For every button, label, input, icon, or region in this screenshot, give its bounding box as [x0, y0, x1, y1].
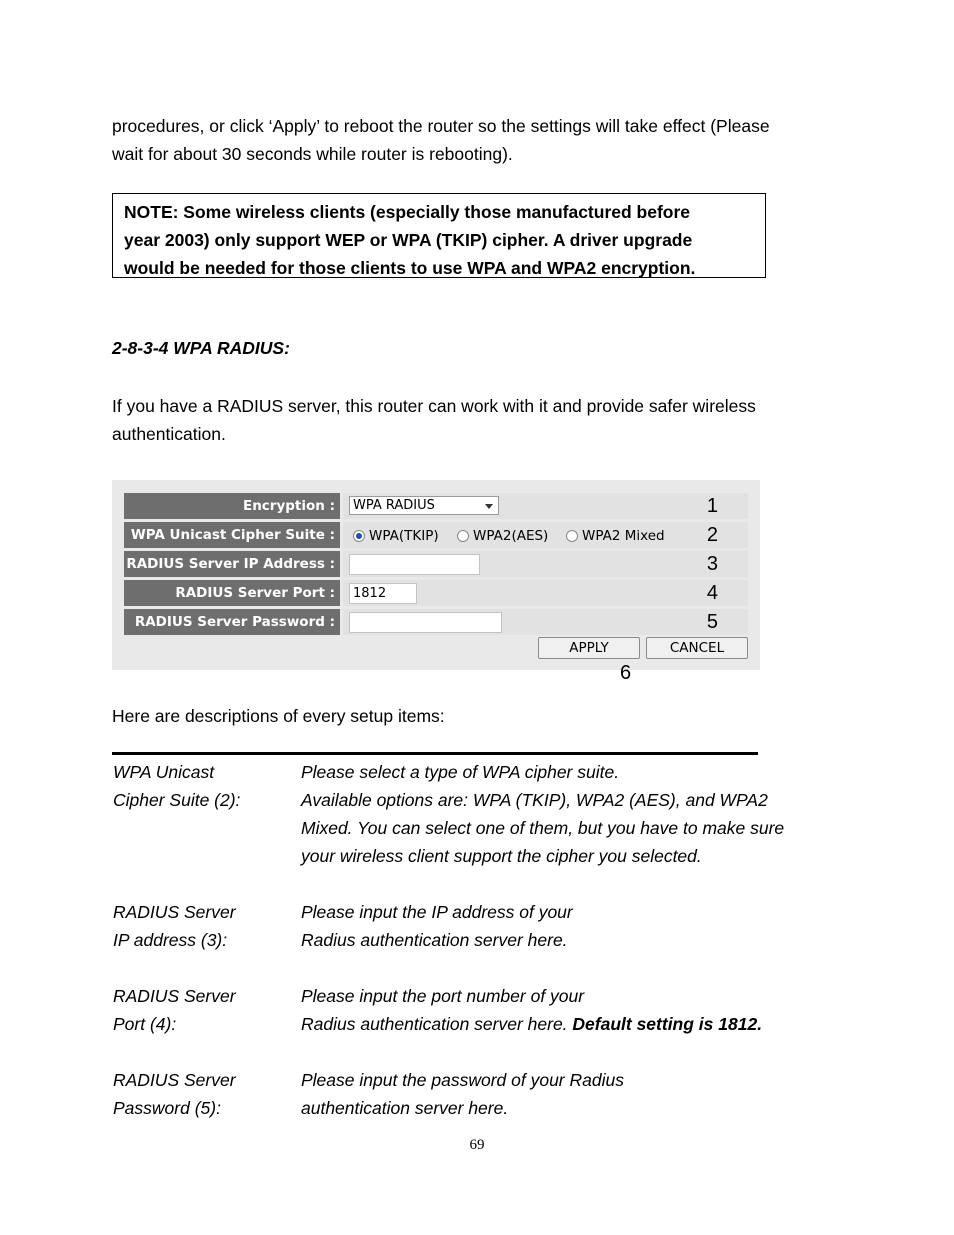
def-line: Radius authentication server here.	[301, 930, 568, 950]
intro-line-1: procedures, or click ‘Apply’ to reboot the router so the settings will take effect (Please	[112, 116, 770, 136]
callout-4: 4	[706, 582, 718, 604]
def-line: Please select a type of WPA cipher suite.	[301, 762, 620, 782]
radio-unselected-icon	[457, 530, 469, 542]
desc-def-server-ip	[301, 898, 841, 954]
term-line: WPA Unicast	[113, 762, 215, 782]
server-ip-input[interactable]	[349, 554, 480, 575]
term-line: Port (4):	[113, 1014, 177, 1034]
def-line: Please input the password of your Radius	[301, 1070, 624, 1090]
desc-def-cipher	[301, 758, 841, 870]
section-heading: 2-8-3-4 WPA RADIUS:	[112, 338, 290, 358]
radio-unselected-icon	[566, 530, 578, 542]
section-line-2: authentication.	[112, 424, 226, 444]
section-line-1: If you have a RADIUS server, this router can work with it and provide safer wireless	[112, 396, 756, 416]
server-password-input[interactable]	[349, 612, 502, 633]
term-line: Cipher Suite (2):	[113, 790, 241, 810]
radius-settings-panel	[112, 480, 760, 670]
radio-wpa-tkip[interactable]	[353, 528, 439, 544]
cipher-suite-label: WPA Unicast Cipher Suite :	[124, 522, 340, 548]
term-line: IP address (3):	[113, 930, 228, 950]
def-text: Radius authentication server here.	[301, 1014, 573, 1034]
descriptions-intro: Here are descriptions of every setup items:	[112, 706, 445, 726]
server-password-label: RADIUS Server Password :	[124, 609, 340, 635]
def-line: Please input the port number of your	[301, 986, 585, 1006]
cancel-button[interactable]: CANCEL	[646, 637, 748, 659]
intro-paragraph	[112, 112, 832, 168]
encryption-selected-value: WPA RADIUS	[353, 498, 435, 513]
encryption-row	[124, 493, 748, 519]
callout-6: 6	[620, 662, 632, 684]
encryption-label: Encryption :	[124, 493, 340, 519]
cipher-suite-value-cell	[343, 522, 748, 548]
chevron-down-icon	[485, 504, 493, 509]
term-line: RADIUS Server	[113, 1070, 236, 1090]
divider-rule	[112, 752, 758, 755]
desc-term-server-port	[113, 982, 236, 1038]
term-line: RADIUS Server	[113, 986, 236, 1006]
def-line	[301, 1010, 841, 1038]
callout-1: 1	[706, 495, 718, 517]
desc-term-server-ip	[113, 898, 236, 954]
term-line: RADIUS Server	[113, 902, 236, 922]
cipher-suite-row	[124, 522, 748, 548]
radio-wpa-tkip-label: WPA(TKIP)	[369, 528, 439, 544]
def-line: Please input the IP address of your	[301, 902, 573, 922]
page-number: 69	[469, 1137, 485, 1153]
note-line-3: would be needed for those clients to use WPA and WPA2 encryption.	[124, 258, 696, 278]
desc-term-cipher	[113, 758, 240, 814]
note-line-2: year 2003) only support WEP or WPA (TKIP) cipher. A driver upgrade	[124, 230, 693, 250]
intro-line-2: wait for about 30 seconds while router is rebooting).	[112, 144, 513, 164]
server-port-row	[124, 580, 748, 606]
callout-5: 5	[706, 611, 718, 633]
encryption-select[interactable]	[349, 496, 499, 515]
server-port-input[interactable]: 1812	[349, 583, 417, 604]
term-line: Password (5):	[113, 1098, 221, 1118]
radio-wpa2-aes[interactable]	[457, 528, 548, 544]
note-box	[112, 193, 766, 278]
section-paragraph	[112, 392, 832, 448]
radio-wpa2-aes-label: WPA2(AES)	[473, 528, 549, 544]
server-ip-value-cell	[343, 551, 748, 577]
default-setting-note: Default setting is 1812.	[572, 1014, 763, 1034]
radio-selected-icon	[353, 530, 365, 542]
server-ip-label: RADIUS Server IP Address :	[124, 551, 340, 577]
desc-term-server-password	[113, 1066, 236, 1122]
server-port-value-cell	[343, 580, 748, 606]
server-ip-row	[124, 551, 748, 577]
callout-3: 3	[706, 553, 718, 575]
desc-def-server-port	[301, 982, 841, 1038]
server-password-value-cell	[343, 609, 748, 635]
callout-2: 2	[706, 524, 718, 546]
desc-def-server-password	[301, 1066, 841, 1122]
def-line: your wireless client support the cipher you selected.	[301, 846, 702, 866]
encryption-value-cell	[343, 493, 748, 519]
def-line: Available options are: WPA (TKIP), WPA2 (AES), and WPA2	[301, 790, 768, 810]
server-password-row	[124, 609, 748, 635]
def-line: authentication server here.	[301, 1098, 509, 1118]
radio-wpa2-mixed[interactable]	[566, 528, 665, 544]
note-line-1: NOTE: Some wireless clients (especially those manufactured before	[124, 202, 691, 222]
radio-wpa2-mixed-label: WPA2 Mixed	[582, 528, 665, 544]
def-line: Mixed. You can select one of them, but you have to make sure	[301, 818, 785, 838]
apply-button[interactable]: APPLY	[538, 637, 640, 659]
server-port-label: RADIUS Server Port :	[124, 580, 340, 606]
